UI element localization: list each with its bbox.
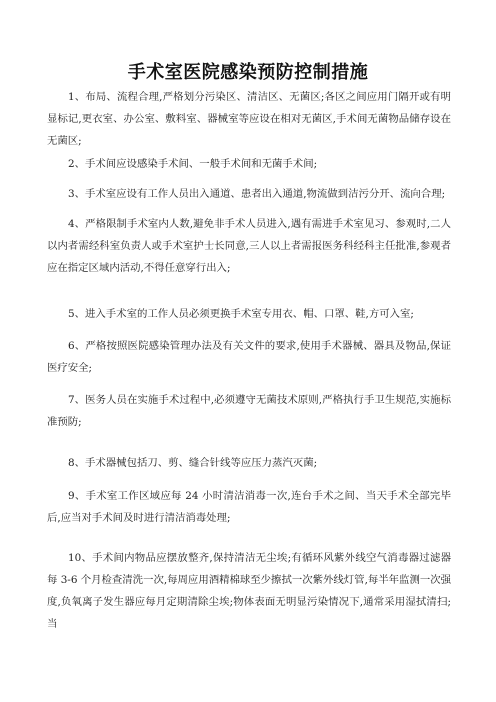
paragraph-9: 9、手术室工作区域应每 24 小时清洁消毒一次,连台手术之间、当天手术全部完毕后,应当对手术间及时进行清洁消毒处理;: [47, 490, 451, 524]
document-title: 手术室医院感染预防控制措施: [127, 62, 369, 83]
paragraph-5: 5、进入手术室的工作人员必须更换手术室专用衣、帽、口罩、鞋,方可入室;: [68, 308, 414, 320]
paragraph-10: 10、手术间内物品应摆放整齐,保持清洁无尘埃;有循环风紫外线空气消毒器过滤器每 3-6 个月检查清洗一次,每周应用酒精棉球至少擦拭一次紫外线灯管,每半年监测一次强度,负氧离子发生器应每月定期清除尘埃;物体表面无明显污染情况下,通常采用湿拭清扫;当: [47, 552, 452, 630]
paragraph-8: 8、手术器械包括刀、剪、缝合针线等应压力蒸汽灭菌;: [68, 457, 318, 469]
paragraph-2: 2、手术间应设感染手术间、一般手术间和无菌手术间;: [68, 158, 318, 170]
paragraph-7: 7、医务人员在实施手术过程中,必须遵守无菌技术原则,严格执行手卫生规范,实施标准预防;: [47, 394, 451, 428]
paragraph-1: 1、布局、流程合理,严格划分污染区、清洁区、无菌区;各区之间应用门隔开或有明显标记,更衣室、办公室、敷料室、器械室等应设在相对无菌区,手术间无菌物品储存设在无菌区;: [47, 91, 451, 147]
paragraph-3: 3、手术室应设有工作人员出入通道、患者出入通道,物流做到洁污分开、流向合理;: [68, 188, 446, 200]
paragraph-6: 6、严格按照医院感染管理办法及有关文件的要求,使用手术器械、器具及物品,保证医疗安全;: [47, 340, 451, 374]
paragraph-4: 4、严格限制手术室内人数,避免非手术人员进入,遇有需进手术室见习、参观时,二人以内者需经科室负责人或手术室护士长同意,三人以上者需报医务科经科主任批准,参观者应在指定区域内活动,不得任意穿行出入;: [47, 218, 451, 274]
